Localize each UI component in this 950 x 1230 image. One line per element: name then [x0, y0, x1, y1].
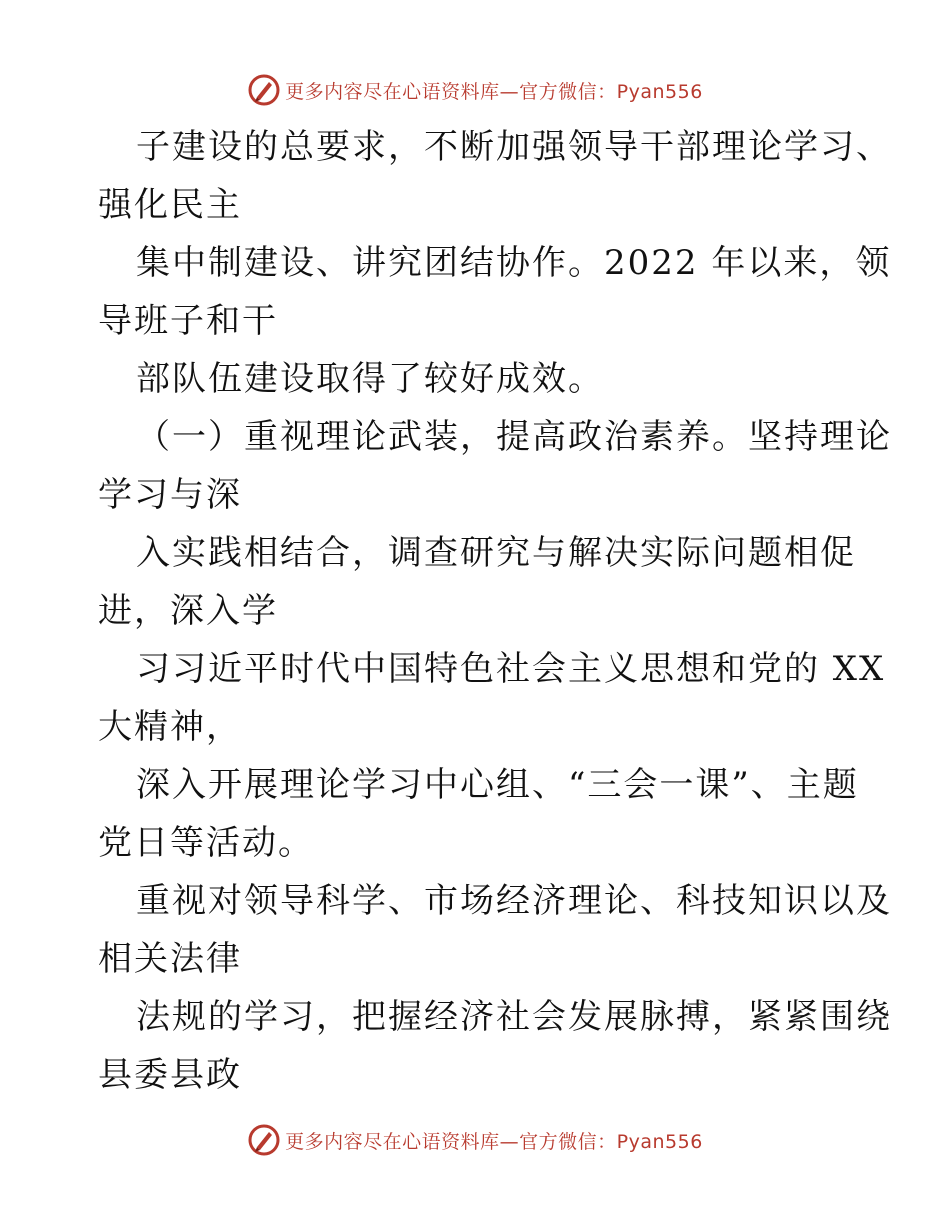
body-line: 县委县政 — [98, 1055, 242, 1095]
footer-banner — [0, 1120, 950, 1160]
document-body — [98, 118, 892, 1104]
body-line: 法规的学习，把握经济社会发展脉搏，紧紧围绕 — [136, 997, 892, 1037]
body-line: 导班子和干 — [98, 301, 278, 341]
body-line: 子建设的总要求，不断加强领导干部理论学习、 — [136, 127, 892, 167]
pen-circle-icon — [247, 1123, 281, 1157]
header-banner — [0, 70, 950, 110]
body-line: 集中制建设、讲究团结协作。2022 年以来，领 — [136, 243, 892, 283]
body-line: 入实践相结合，调查研究与解决实际问题相促 — [136, 533, 856, 573]
body-line: 学习与深 — [98, 475, 242, 515]
body-line: 进，深入学 — [98, 591, 278, 631]
body-line: 部队伍建设取得了较好成效。 — [136, 359, 604, 399]
body-line: 党日等活动。 — [98, 823, 314, 863]
body-line: （一）重视理论武装，提高政治素养。坚持理论 — [136, 417, 892, 457]
body-line: 习习近平时代中国特色社会主义思想和党的 XX — [136, 649, 886, 689]
header-banner-text: 更多内容尽在心语资料库—官方微信：Pyan556 — [285, 80, 703, 103]
footer-banner-text: 更多内容尽在心语资料库—官方微信：Pyan556 — [285, 1130, 703, 1153]
pen-circle-icon — [247, 73, 281, 107]
body-line: 大精神， — [98, 707, 242, 747]
body-line: 重视对领导科学、市场经济理论、科技知识以及 — [136, 881, 892, 921]
body-line: 深入开展理论学习中心组、“三会一课”、主题 — [136, 765, 859, 805]
body-line: 相关法律 — [98, 939, 242, 979]
body-line: 强化民主 — [98, 185, 242, 225]
